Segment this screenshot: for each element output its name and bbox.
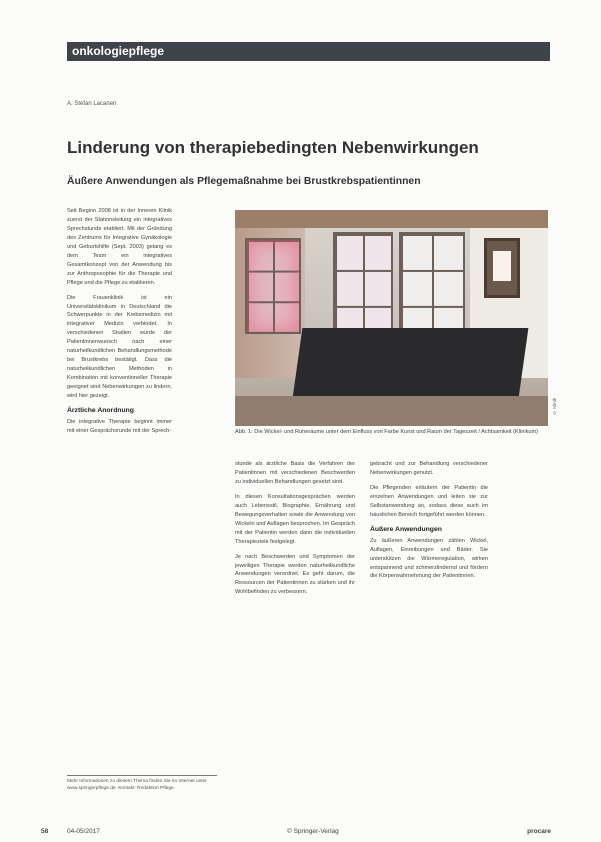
page-number: 58 [41,828,49,835]
paragraph: Die integrative Therapie beginnt immer mit einer Gesprächsrunde mit der Sprech- [67,418,172,434]
paragraph: Zu äußeren Anwendungen zählen Wickel, Auflagen, Einreibungen und Bäder. Sie unterstützen die Wärmeregulation, wirken entspannend und schmerzlindernd und fördern die Körperwahrnehmung der Patientinnen. [370,537,488,580]
paragraph: Die Frauenklinik ist ein Universitätsklinikum in Deutschland die Schwerpunkte in der Krebsmedizin mit integrativer Medizin verbindet. In verschiedenen Studien wurde der Patientinnenwunsch nach einer naturheilkundlichen Behandlungsmethode bei Brustkrebs bestätigt. Dass die naturheilkundlichen Methoden in Kombination mit konventioneller Therapie geeignet sind Nebenwirkungen zu lindern, wird hier gezeigt. [67,294,172,400]
figure-caption: Abb. 1: Die Wickel- und Ruheräume unter dem Einfluss von Farbe Kunst und Raum der Tageszeit / Achtsamkeit (Klinikum) [235,429,539,435]
room-photo [235,210,548,426]
photo-wall-scroll [484,238,520,298]
paragraph: stunde als ärztliche Basis die Verfahren der Patientinnen mit verschiedenen Beschwerden zu individuellen Behandlungen gesetzt sind. [235,461,355,485]
issue-date: 04-05/2017 [67,828,100,835]
text-column-1 [67,207,172,442]
section-title: onkologiepflege [72,44,165,58]
article-subtitle: Äußere Anwendungen als Pflegemaßnahme bei Brustkrebspatientinnen [67,176,421,187]
publisher: © Springer-Verlag [287,828,339,835]
photo-treatment-mat [292,328,529,405]
paragraph: Seit Beginn 2008 ist in der Inneren Klinik zuerst der Stationsleitung ein integratives Sprechstunde etabliert. Mit der Gründung des Zentrums für Integrative Gynäkologie und Geburtshilfe (Sept. 2003) gelang es dem Team ein integratives Gesamtkonzept von der Anwendung bis zur Anthroposophie für die Therapie und Pflege und die Pflege zu etablieren. [67,208,172,286]
section-heading-aerztliche-anordnung: Ärztliche Anordnung [67,407,134,415]
section-heading-aeussere-anwendungen: Äußere Anwendungen [370,525,442,533]
journal-brand: procare [527,828,551,835]
footnote: Mehr Informationen zu diesem Thema finden Sie im Internet unter www.springerpflege.de. Kontakt: Redaktion Pflege. [67,775,217,792]
photo-window-red-lit [245,238,301,334]
paragraph: In diesen Konsultationsgesprächen werden auch Lebensstil, Biographie, Ernährung und Bewegungsverhalten sowie die Anwendung von Wickeln und Auflagen besprochen. Im Gespräch mit der Patientin werden dann die individuellen Therapieziele festgelegt. [235,493,355,545]
article-title: Linderung von therapiebedingten Nebenwirkungen [67,138,479,157]
photo-credit: © Klinik [552,398,557,416]
section-header-bar [67,42,550,61]
page-footer [41,828,551,838]
author-line: A. Stefan Lacanen [67,101,117,107]
text-column-3 [370,460,488,587]
photo-floor [235,396,548,426]
photo-ceiling [235,210,548,228]
paragraph: gebracht und zur Behandlung verschiedener Nebenwirkungen genutzt. [370,461,488,476]
paragraph: Je nach Beschwerden und Symptomen der jeweiligen Therapie werden naturheilkundliche Anwendungen verordnet. Es geht darum, die Ressourcen der Patientinnen zu stärken und ihr Wohlbefinden zu verbessern. [235,553,355,596]
text-column-2 [235,460,355,603]
paragraph: Die Pflegenden erläutern der Patientin die einzelnen Anwendungen und leiten sie zur Selbstanwendung an, sodass diese auch im häuslichen Bereich fortgeführt werden können. [370,484,488,518]
